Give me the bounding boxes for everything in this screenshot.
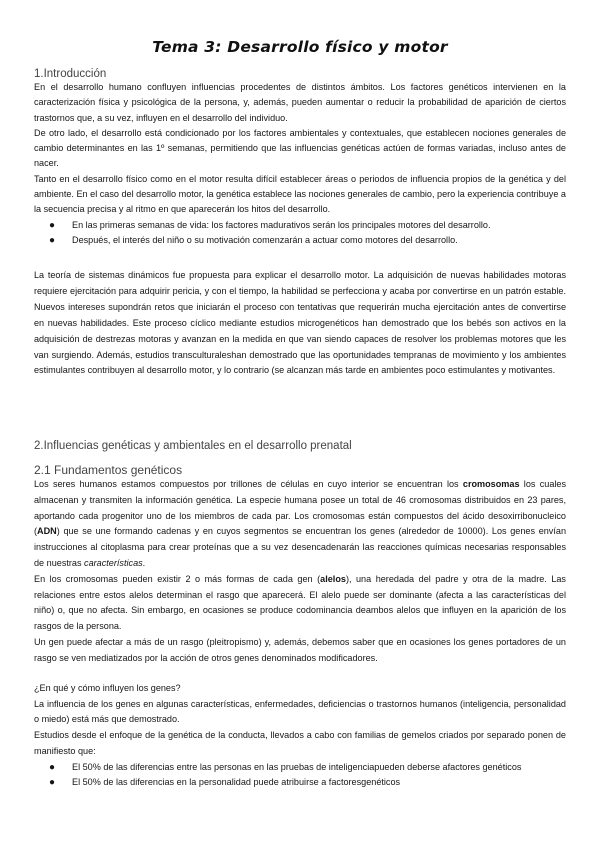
text-run: los cuales almacenan y transmiten la información genética. La especie humana posee un total de 46 cromosomas distribuidos en 23 pares, aportando cada progenitor uno de los miembros de cada par. Los cromosomas están compuestos del ácido desoxirribonucleico (	[34, 479, 567, 537]
bullet-icon: ●	[49, 234, 56, 246]
genetics-section	[34, 477, 566, 667]
bullet-icon: ●	[49, 777, 56, 789]
list-item	[34, 775, 566, 791]
term-adn: ADN	[37, 526, 57, 537]
text-run: Los seres humanos estamos compuestos por trillones de células en cuyo interior se encuentran los	[34, 479, 463, 489]
section21-heading: 2.1 Fundamentos genéticos	[34, 463, 183, 477]
list-item-text: El 50% de las diferencias en la personalidad puede atribuirse a factoresgenéticos	[72, 777, 401, 788]
text-run: ) que se une formando cadenas y en cuyos segmentos se encuentran los genes (alrededor de 10000). Los genes envían instrucciones al citoplasma para crear proteínas que a su vez desencadenarán las reacciones químicas necesarias responsables de nuestras	[34, 526, 566, 568]
bullet-icon: ●	[49, 761, 56, 773]
section2-heading: 2.Influencias genéticas y ambientales en el desarrollo prenatal	[34, 440, 352, 452]
term-caracteristicas: características	[84, 557, 143, 568]
influence-paragraph: La influencia de los genes en algunas características, enfermedades, deficiencias o trastornos humanos (inteligencia, personalidad o miedo) está más que demostrado.	[34, 698, 566, 725]
influence-paragraph: Estudios desde el enfoque de la genética de la conducta, llevados a cabo con familias de gemelos criados por separado ponen de manifiesto que:	[34, 730, 566, 756]
influence-section	[34, 681, 566, 791]
genetics-paragraph	[34, 572, 566, 635]
intro-paragraph: En el desarrollo humano confluyen influencias procedentes de distintos ámbitos. Los factores genéticos intervienen en la caracterización física y psicológica de la persona, y, además, pueden aumentar o reducir la probabilidad de aparición de ciertos trastornos que, a su vez, influyen en el desarrollo del individuo.	[34, 82, 566, 123]
systems-paragraph: La teoría de sistemas dinámicos fue propuesta para explicar el desarrollo motor. La adquisición de nuevas habilidades motoras requiere ejercitación para adquirir pericia, y con el tiempo, la habilidad se perfecciona y acaba por convertirse en un patrón estable. Nuevos intereses supondrán retos que iniciarán el proceso con tentativas que requerirán mucha ejercitación antes de convertirse en nuevas habilidades. Este proceso cíclico mediante estudios microgenéticos han demostrado que los bebés son activos en la adquisición de destrezas motoras y avanzan en la medida en que van siendo capaces de resolver los problemas motores que les van surgiendo. Además, estudios transculturaleshan demostrado que las oportunidades tempranas de movimiento y los ambientes estimulantes contribuyen al desarrollo motor, y lo contrario (se alcanzan más tarde en ambientes poco estimulantes y motivantes.	[34, 270, 566, 376]
intro-heading: 1.Introducción	[34, 68, 107, 80]
text-run: .	[142, 557, 146, 568]
intro-paragraph: De otro lado, el desarrollo está condicionado por los factores ambientales y contextuales, que establecen nociones generales de cambio determinantes en las 1º semanas, permitiendo que las influencias genéticas actúen de formas variadas, incluso antes de nacer.	[34, 127, 566, 169]
document-title: Tema 3: Desarrollo físico y motor	[152, 38, 448, 56]
genetics-paragraph	[34, 477, 566, 572]
question-line: ¿En qué y cómo influyen los genes?	[34, 683, 181, 693]
list-item-text: En las primeras semanas de vida: los factores madurativos serán los principales motores del desarrollo.	[72, 219, 491, 230]
bullet-icon: ●	[49, 219, 56, 231]
intro-bullet-list	[34, 218, 566, 249]
term-alelos: alelos	[320, 573, 346, 584]
intro-section	[34, 80, 566, 248]
text-run: En los cromosomas pueden existir 2 o más formas de cada gen (	[34, 573, 321, 584]
list-item	[34, 760, 566, 776]
term-cromosomas: cromosomas	[462, 479, 520, 489]
genetics-paragraph: Un gen puede afectar a más de un rasgo (pleitropismo) y, además, debemos saber que en ocasiones los genes portadores de un rasgo se ven mediatizados por la acción de otros genes denominados modificadores.	[34, 636, 566, 663]
list-item	[34, 233, 566, 248]
list-item-text: El 50% de las diferencias entre las personas en las pruebas de inteligenciapueden deberse afactores genéticos	[72, 761, 522, 772]
intro-paragraph: Tanto en el desarrollo físico como en el motor resulta difícil establecer áreas o periodos de influencia propios de la genética y del ambiente. En el caso del desarrollo motor, la genética establece las nociones generales de cambio, pero la experiencia contribuye a la secuencia precisa y al ritmo en que aparecerán los hitos del desarrollo.	[34, 173, 566, 215]
list-item-text: Después, el interés del niño o su motivación comenzarán a actuar como motores del desarrollo.	[72, 234, 458, 245]
list-item	[34, 218, 566, 233]
influence-bullet-list	[34, 760, 566, 791]
text-run: ), una heredada del padre y otra de la madre. Las relaciones entre estos alelos determinan el rasgo que aparecerá. El alelo puede ser dominante (afecta a las características del niño) o, que no afecta. Sin embargo, en ocasiones se produce codominancia deambos alelos que influyen en la aparición de los rasgos de la persona.	[34, 573, 566, 632]
systems-section	[34, 268, 566, 379]
